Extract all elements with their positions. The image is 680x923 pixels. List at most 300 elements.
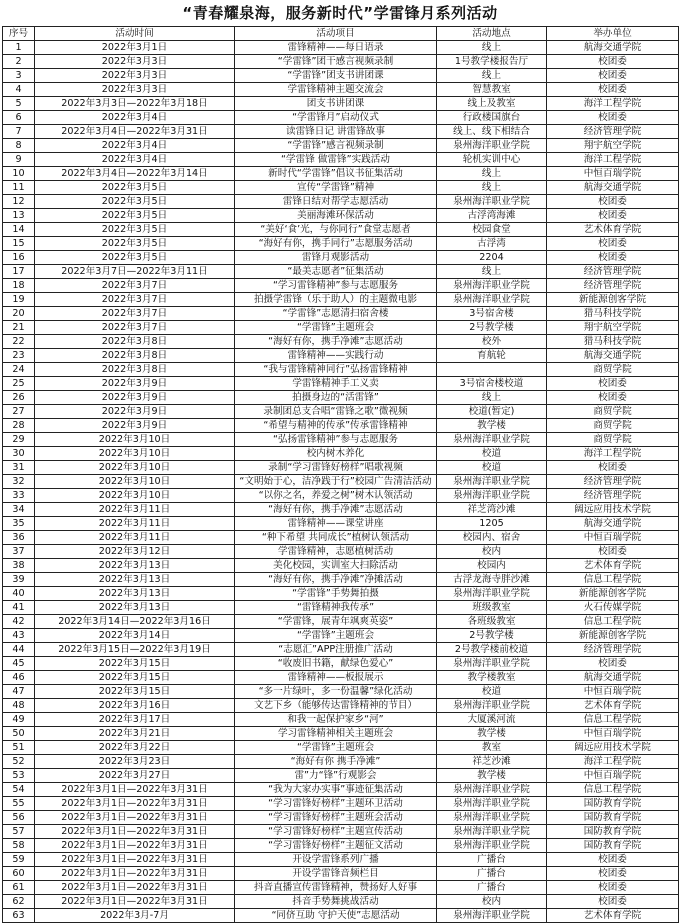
row-time: 2022年3月1日—2022年3月31日 <box>35 783 235 797</box>
row-index: 6 <box>3 111 35 125</box>
row-time: 2022年3月9日 <box>35 377 235 391</box>
table-row <box>3 209 679 223</box>
row-location: 2号教学楼 <box>437 321 547 335</box>
row-time: 2022年3月10日 <box>35 461 235 475</box>
row-time: 2022年3月4日—2022年3月14日 <box>35 167 235 181</box>
row-location: 行政楼国旗台 <box>437 111 547 125</box>
row-organizer: 商贸学院 <box>547 363 679 377</box>
row-project: “学雷锋”团支书讲团课 <box>235 69 437 83</box>
row-organizer: 国防教育学院 <box>547 811 679 825</box>
row-index: 12 <box>3 195 35 209</box>
row-location: 泉州海洋职业学院 <box>437 475 547 489</box>
row-index: 22 <box>3 335 35 349</box>
table-row <box>3 153 679 167</box>
row-location: 1205 <box>437 517 547 531</box>
row-organizer: 中恒百瑞学院 <box>547 685 679 699</box>
row-time: 2022年3月7日 <box>35 321 235 335</box>
row-time: 2022年3月16日 <box>35 699 235 713</box>
row-location: 教学楼 <box>437 419 547 433</box>
row-time: 2022年3月7日 <box>35 307 235 321</box>
table-row <box>3 167 679 181</box>
row-location: 教学楼教室 <box>437 671 547 685</box>
row-time: 2022年3月17日 <box>35 713 235 727</box>
row-time: 2022年3月15日 <box>35 671 235 685</box>
row-index: 13 <box>3 209 35 223</box>
row-time: 2022年3月8日 <box>35 363 235 377</box>
row-index: 45 <box>3 657 35 671</box>
row-location: 广播台 <box>437 853 547 867</box>
row-location: 泉州海洋职业学院 <box>437 587 547 601</box>
row-index: 7 <box>3 125 35 139</box>
row-location: 1号教学楼报告厅 <box>437 55 547 69</box>
row-project: “我与雷锋精神同行”弘扬雷锋精神 <box>235 363 437 377</box>
row-project: 宣传“学雷锋”精神 <box>235 181 437 195</box>
row-index: 53 <box>3 769 35 783</box>
row-time: 2022年3月13日 <box>35 573 235 587</box>
row-organizer: 校团委 <box>547 251 679 265</box>
row-project: 抖音手势舞挑战活动 <box>235 895 437 909</box>
row-project: 新时代“学雷锋”倡议书征集活动 <box>235 167 437 181</box>
table-row <box>3 447 679 461</box>
row-organizer: 新能源创客学院 <box>547 293 679 307</box>
row-time: 2022年3月9日 <box>35 391 235 405</box>
row-time: 2022年3月3日 <box>35 55 235 69</box>
row-project: 团支书讲团课 <box>235 97 437 111</box>
table-row <box>3 839 679 853</box>
row-index: 4 <box>3 83 35 97</box>
row-organizer: 海洋工程学院 <box>547 447 679 461</box>
row-time: 2022年3月21日 <box>35 727 235 741</box>
row-organizer: 中恒百瑞学院 <box>547 769 679 783</box>
row-organizer: 校团委 <box>547 237 679 251</box>
row-project: “海好有你，携手净滩”净摊活动 <box>235 573 437 587</box>
row-organizer: 校团委 <box>547 55 679 69</box>
row-location: 各班级教室 <box>437 615 547 629</box>
table-row <box>3 335 679 349</box>
table-row <box>3 643 679 657</box>
row-index: 29 <box>3 433 35 447</box>
row-project: 录制“学习雷锋好榜样”唱歌视频 <box>235 461 437 475</box>
row-time: 2022年3月14日—2022年3月16日 <box>35 615 235 629</box>
row-time: 2022年3月7日—2022年3月11日 <box>35 265 235 279</box>
row-index: 2 <box>3 55 35 69</box>
row-index: 38 <box>3 559 35 573</box>
row-location: 泉州海洋职业学院 <box>437 279 547 293</box>
row-location: 广播台 <box>437 867 547 881</box>
row-index: 52 <box>3 755 35 769</box>
row-location: 校内 <box>437 545 547 559</box>
row-project: “学习雷锋精神”参与志愿服务 <box>235 279 437 293</box>
row-organizer: 校团委 <box>547 195 679 209</box>
table-row <box>3 237 679 251</box>
row-project: “我为大家办实事”事迹征集活动 <box>235 783 437 797</box>
row-organizer: 海洋工程学院 <box>547 755 679 769</box>
row-index: 58 <box>3 839 35 853</box>
row-index: 21 <box>3 321 35 335</box>
row-project: 雷”力“锋”行观影会 <box>235 769 437 783</box>
row-time: 2022年3月7日 <box>35 279 235 293</box>
header-time: 活动时间 <box>35 27 235 41</box>
table-row <box>3 601 679 615</box>
row-organizer: 新能源创客学院 <box>547 629 679 643</box>
row-index: 26 <box>3 391 35 405</box>
row-location: 校道 <box>437 685 547 699</box>
row-index: 11 <box>3 181 35 195</box>
row-organizer: 中恒百瑞学院 <box>547 727 679 741</box>
row-index: 8 <box>3 139 35 153</box>
row-organizer: 翔宇航空学院 <box>547 321 679 335</box>
row-index: 60 <box>3 867 35 881</box>
row-organizer: 国防教育学院 <box>547 839 679 853</box>
row-project: 雷锋精神——板报展示 <box>235 671 437 685</box>
row-location: 古浮湾 <box>437 237 547 251</box>
row-index: 25 <box>3 377 35 391</box>
row-time: 2022年3月5日 <box>35 237 235 251</box>
table-row <box>3 181 679 195</box>
row-time: 2022年3月11日 <box>35 503 235 517</box>
row-time: 2022年3月1日—2022年3月31日 <box>35 797 235 811</box>
table-row <box>3 853 679 867</box>
row-project: “希望与精神的传承”传承雷锋精神 <box>235 419 437 433</box>
row-project: “学雷锋”主题班会 <box>235 629 437 643</box>
row-location: 教学楼 <box>437 769 547 783</box>
row-project: 文艺下乡（能够传达雷锋精神的节目） <box>235 699 437 713</box>
row-time: 2022年3月22日 <box>35 741 235 755</box>
row-index: 33 <box>3 489 35 503</box>
row-organizer: 信息工程学院 <box>547 783 679 797</box>
row-organizer: 经济管理学院 <box>547 125 679 139</box>
row-organizer: 商贸学院 <box>547 419 679 433</box>
row-project: “学习雷锋好榜样”主题环卫活动 <box>235 797 437 811</box>
row-location <box>437 363 547 377</box>
row-project: “多一片绿叶，多一份温馨”绿化活动 <box>235 685 437 699</box>
row-organizer: 猎马科技学院 <box>547 307 679 321</box>
row-index: 32 <box>3 475 35 489</box>
row-organizer: 校团委 <box>547 111 679 125</box>
row-location: 古浮湾海滩 <box>437 209 547 223</box>
row-index: 20 <box>3 307 35 321</box>
row-project: “海好有你，携手净滩”志愿活动 <box>235 503 437 517</box>
row-location: 线上及教室 <box>437 97 547 111</box>
row-index: 10 <box>3 167 35 181</box>
row-project: “学雷锋 做雷锋”实践活动 <box>235 153 437 167</box>
row-project: “学雷锋”手势舞拍摄 <box>235 587 437 601</box>
row-location: 泉州海洋职业学院 <box>437 909 547 923</box>
row-time: 2022年3月13日 <box>35 587 235 601</box>
row-organizer: 阔远应用技术学院 <box>547 741 679 755</box>
row-project: “学雷锋月”启动仪式 <box>235 111 437 125</box>
row-index: 24 <box>3 363 35 377</box>
row-index: 39 <box>3 573 35 587</box>
row-organizer: 校团委 <box>547 377 679 391</box>
row-project: “学雷锋，展青年飒爽英姿” <box>235 615 437 629</box>
row-index: 48 <box>3 699 35 713</box>
row-index: 30 <box>3 447 35 461</box>
row-organizer: 经济管理学院 <box>547 643 679 657</box>
row-time: 2022年3月3日—2022年3月18日 <box>35 97 235 111</box>
row-index: 57 <box>3 825 35 839</box>
row-organizer: 校团委 <box>547 867 679 881</box>
row-organizer: 航海交通学院 <box>547 671 679 685</box>
row-location: 教学楼 <box>437 727 547 741</box>
row-time: 2022年3月-7月 <box>35 909 235 923</box>
row-location: 校道 <box>437 447 547 461</box>
row-location: 泉州海洋职业学院 <box>437 489 547 503</box>
row-location: 校园内 <box>437 559 547 573</box>
row-organizer: 校团委 <box>547 657 679 671</box>
row-project: 校内树木养化 <box>235 447 437 461</box>
row-location: 校内 <box>437 895 547 909</box>
row-organizer: 艺术体育学院 <box>547 699 679 713</box>
row-location: 线上 <box>437 181 547 195</box>
row-organizer: 航海交通学院 <box>547 349 679 363</box>
row-organizer: 校团委 <box>547 895 679 909</box>
row-project: “种下希望 共同成长”植树认领活动 <box>235 531 437 545</box>
row-project: “雷锋精神我传承” <box>235 601 437 615</box>
row-location: 广播台 <box>437 881 547 895</box>
row-time: 2022年3月9日 <box>35 419 235 433</box>
row-organizer: 海洋工程学院 <box>547 153 679 167</box>
row-index: 44 <box>3 643 35 657</box>
row-project: “学习雷锋好榜样”主题班会活动 <box>235 811 437 825</box>
row-project: “弘扬雷锋精神”参与志愿服务 <box>235 433 437 447</box>
row-index: 41 <box>3 601 35 615</box>
row-time: 2022年3月8日 <box>35 349 235 363</box>
row-time: 2022年3月10日 <box>35 489 235 503</box>
row-location: 泉州海洋职业学院 <box>437 811 547 825</box>
row-time: 2022年3月4日—2022年3月31日 <box>35 125 235 139</box>
table-row <box>3 321 679 335</box>
table-row <box>3 615 679 629</box>
row-organizer: 校团委 <box>547 69 679 83</box>
row-organizer: 中恒百瑞学院 <box>547 531 679 545</box>
row-index: 3 <box>3 69 35 83</box>
activity-table <box>2 26 679 923</box>
row-project: 美丽海滩环保活动 <box>235 209 437 223</box>
row-organizer: 经济管理学院 <box>547 279 679 293</box>
row-location: 古浮龙海寺胖沙滩 <box>437 573 547 587</box>
row-time: 2022年3月23日 <box>35 755 235 769</box>
row-project: “志愿汇”APP注册推广活动 <box>235 643 437 657</box>
table-row <box>3 657 679 671</box>
table-row <box>3 881 679 895</box>
row-project: 雷锋日结对帮学志愿活动 <box>235 195 437 209</box>
row-location: 2号教学楼前校道 <box>437 643 547 657</box>
table-row <box>3 279 679 293</box>
row-project: 雷锋精神——课堂讲座 <box>235 517 437 531</box>
row-project: “以你之名，养爱之树”树木认领活动 <box>235 489 437 503</box>
row-organizer: 国防教育学院 <box>547 825 679 839</box>
row-location: 校道 <box>437 461 547 475</box>
table-row <box>3 489 679 503</box>
table-row <box>3 139 679 153</box>
row-organizer: 艺术体育学院 <box>547 223 679 237</box>
row-project: “学习雷锋好榜样”主题宣传活动 <box>235 825 437 839</box>
table-row <box>3 41 679 55</box>
row-time: 2022年3月1日—2022年3月31日 <box>35 811 235 825</box>
row-project: 美化校园，实训室大扫除活动 <box>235 559 437 573</box>
row-project: 学习雷锋精神相关主题班会 <box>235 727 437 741</box>
table-row <box>3 97 679 111</box>
row-index: 28 <box>3 419 35 433</box>
table-row <box>3 195 679 209</box>
table-row <box>3 265 679 279</box>
row-location: 泉州海洋职业学院 <box>437 825 547 839</box>
row-location: 泉州海洋职业学院 <box>437 657 547 671</box>
row-project: “文明始于心，洁净践于行”校园广告清洁活动 <box>235 475 437 489</box>
row-project: 雷锋月观影活动 <box>235 251 437 265</box>
table-row <box>3 251 679 265</box>
row-index: 54 <box>3 783 35 797</box>
row-project: “海好有你，携手净滩”志愿活动 <box>235 335 437 349</box>
row-project: “学习雷锋好榜样”主题征文活动 <box>235 839 437 853</box>
row-project: 学雷锋精神，志愿植树活动 <box>235 545 437 559</box>
row-organizer: 航海交通学院 <box>547 41 679 55</box>
row-index: 23 <box>3 349 35 363</box>
row-location: 泉州海洋职业学院 <box>437 195 547 209</box>
table-row <box>3 461 679 475</box>
table-row <box>3 825 679 839</box>
row-location: 校外 <box>437 335 547 349</box>
row-organizer: 经济管理学院 <box>547 475 679 489</box>
row-organizer: 校团委 <box>547 83 679 97</box>
row-location: 班级教室 <box>437 601 547 615</box>
row-index: 31 <box>3 461 35 475</box>
row-time: 2022年3月15日—2022年3月19日 <box>35 643 235 657</box>
row-time: 2022年3月4日 <box>35 111 235 125</box>
row-location: 线上 <box>437 41 547 55</box>
table-row <box>3 797 679 811</box>
table-row <box>3 433 679 447</box>
table-row <box>3 699 679 713</box>
row-project: “最美志愿者”征集活动 <box>235 265 437 279</box>
row-index: 14 <box>3 223 35 237</box>
table-row <box>3 377 679 391</box>
table-row <box>3 111 679 125</box>
row-location: 校园食堂 <box>437 223 547 237</box>
row-location: 泉州海洋职业学院 <box>437 433 547 447</box>
table-row <box>3 545 679 559</box>
row-project: 和我一起保护家乡“河” <box>235 713 437 727</box>
row-location: 智慧教室 <box>437 83 547 97</box>
row-project: “海好有你 携手净滩” <box>235 755 437 769</box>
row-time: 2022年3月13日 <box>35 601 235 615</box>
row-index: 36 <box>3 531 35 545</box>
row-index: 42 <box>3 615 35 629</box>
row-organizer: 翔宇航空学院 <box>547 139 679 153</box>
row-location: 大厦溪河流 <box>437 713 547 727</box>
table-row <box>3 769 679 783</box>
table-row <box>3 685 679 699</box>
row-organizer: 校团委 <box>547 461 679 475</box>
row-organizer: 校团委 <box>547 209 679 223</box>
row-organizer: 中恒百瑞学院 <box>547 167 679 181</box>
row-project: 拍摄学雷锋（乐于助人）的主题微电影 <box>235 293 437 307</box>
row-time: 2022年3月1日—2022年3月31日 <box>35 881 235 895</box>
row-time: 2022年3月15日 <box>35 685 235 699</box>
row-index: 51 <box>3 741 35 755</box>
table-row <box>3 713 679 727</box>
row-organizer: 信息工程学院 <box>547 615 679 629</box>
row-location: 2号教学楼 <box>437 629 547 643</box>
row-time: 2022年3月3日 <box>35 83 235 97</box>
row-location: 校园内、宿舍 <box>437 531 547 545</box>
row-location: 泉州海洋职业学院 <box>437 839 547 853</box>
row-index: 19 <box>3 293 35 307</box>
row-organizer: 艺术体育学院 <box>547 559 679 573</box>
table-row <box>3 419 679 433</box>
row-organizer: 商贸学院 <box>547 433 679 447</box>
row-organizer: 校团委 <box>547 853 679 867</box>
table-row <box>3 755 679 769</box>
row-project: 雷锋精神——每日语录 <box>235 41 437 55</box>
row-time: 2022年3月5日 <box>35 181 235 195</box>
row-time: 2022年3月11日 <box>35 517 235 531</box>
row-time: 2022年3月9日 <box>35 405 235 419</box>
row-index: 62 <box>3 895 35 909</box>
table-row <box>3 503 679 517</box>
row-time: 2022年3月1日 <box>35 41 235 55</box>
row-organizer: 艺术体育学院 <box>547 909 679 923</box>
row-location: 泉州海洋职业学院 <box>437 699 547 713</box>
row-time: 2022年3月8日 <box>35 335 235 349</box>
table-row <box>3 83 679 97</box>
row-organizer: 新能源创客学院 <box>547 587 679 601</box>
row-index: 56 <box>3 811 35 825</box>
row-project: 学雷锋精神主题交流会 <box>235 83 437 97</box>
row-organizer: 校团委 <box>547 391 679 405</box>
header-location: 活动地点 <box>437 27 547 41</box>
row-location: 轮机实训中心 <box>437 153 547 167</box>
row-time: 2022年3月12日 <box>35 545 235 559</box>
table-row <box>3 741 679 755</box>
row-time: 2022年3月10日 <box>35 475 235 489</box>
row-time: 2022年3月10日 <box>35 447 235 461</box>
row-organizer: 海洋工程学院 <box>547 97 679 111</box>
row-organizer: 火石传媒学院 <box>547 601 679 615</box>
table-row <box>3 293 679 307</box>
row-project: “同侪互助 守护天使”志愿活动 <box>235 909 437 923</box>
table-row <box>3 517 679 531</box>
row-time: 2022年3月13日 <box>35 559 235 573</box>
table-row <box>3 573 679 587</box>
row-time: 2022年3月10日 <box>35 433 235 447</box>
row-project: 学雷锋精神手工义卖 <box>235 377 437 391</box>
row-organizer: 航海交通学院 <box>547 181 679 195</box>
row-time: 2022年3月11日 <box>35 531 235 545</box>
table-row <box>3 559 679 573</box>
row-project: 开设学雷锋音频栏目 <box>235 867 437 881</box>
row-index: 5 <box>3 97 35 111</box>
row-time: 2022年3月5日 <box>35 223 235 237</box>
row-index: 35 <box>3 517 35 531</box>
table-row <box>3 349 679 363</box>
row-location: 线上 <box>437 391 547 405</box>
row-time: 2022年3月5日 <box>35 209 235 223</box>
row-project: “学雷锋”感言视频录制 <box>235 139 437 153</box>
row-index: 1 <box>3 41 35 55</box>
table-row <box>3 629 679 643</box>
header-index: 序号 <box>3 27 35 41</box>
table-header-row <box>3 27 679 41</box>
row-organizer: 校团委 <box>547 545 679 559</box>
row-index: 18 <box>3 279 35 293</box>
row-time: 2022年3月4日 <box>35 139 235 153</box>
table-row <box>3 55 679 69</box>
row-index: 34 <box>3 503 35 517</box>
row-index: 49 <box>3 713 35 727</box>
row-location: 祥芝沙滩 <box>437 755 547 769</box>
